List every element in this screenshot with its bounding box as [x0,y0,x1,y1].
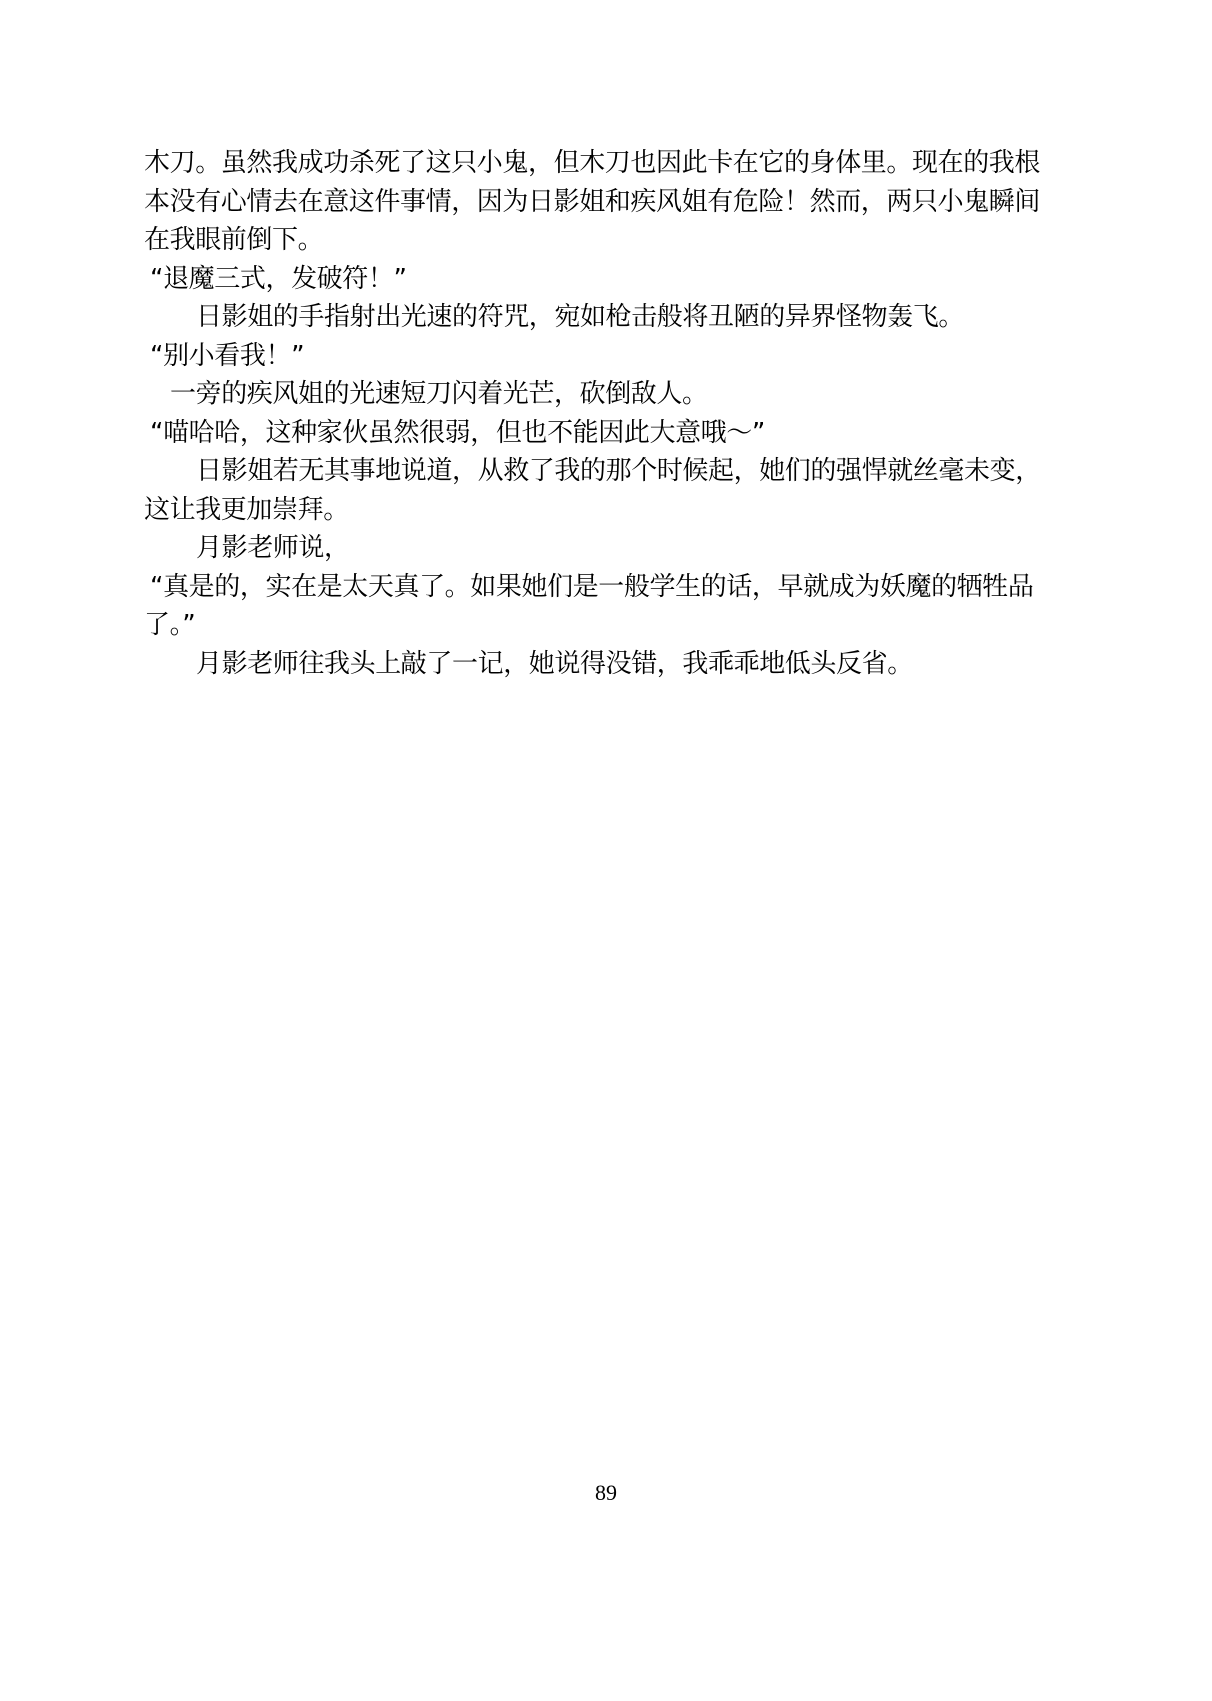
text-line: 月影老师说， [196,533,350,563]
text-line: 月影老师往我头上敲了一记，她说得没错，我乖乖地低头反省。 [196,648,913,679]
text-line: 日影姐的手指射出光速的符咒，宛如枪击般将丑陋的异界怪物轰飞。 [196,302,965,332]
text-line: 这让我更加崇拜。 [144,494,349,525]
text-line: 日影姐若无其事地说道，从救了我的那个时候起，她们的强悍就丝毫未变， [196,456,1041,486]
dialogue-line: “真是的，实在是太天真了。如果她们是一般学生的话，早就成为妖魔的牺牲品 [150,571,1034,602]
text-line: 在我眼前倒下。 [144,225,324,255]
dialogue-line: “别小看我！” [150,340,305,371]
text-line: 一旁的疾风姐的光速短刀闪着光芒，砍倒敌人。 [170,379,708,409]
dialogue-line: “退魔三式，发破符！” [150,263,407,294]
text-line: 了。” [144,610,196,640]
body-text [144,144,1084,683]
text-line: 本没有心情去在意这件事情，因为日影姐和疾风姐有危险！然而，两只小鬼瞬间 [144,186,1041,217]
dialogue-line: “喵哈哈，这种家伙虽然很弱，但也不能因此大意哦～” [150,417,765,448]
text-line: 木刀。虽然我成功杀死了这只小鬼，但木刀也因此卡在它的身体里。现在的我根 [144,148,1041,178]
page-number: 89 [595,1480,617,1505]
